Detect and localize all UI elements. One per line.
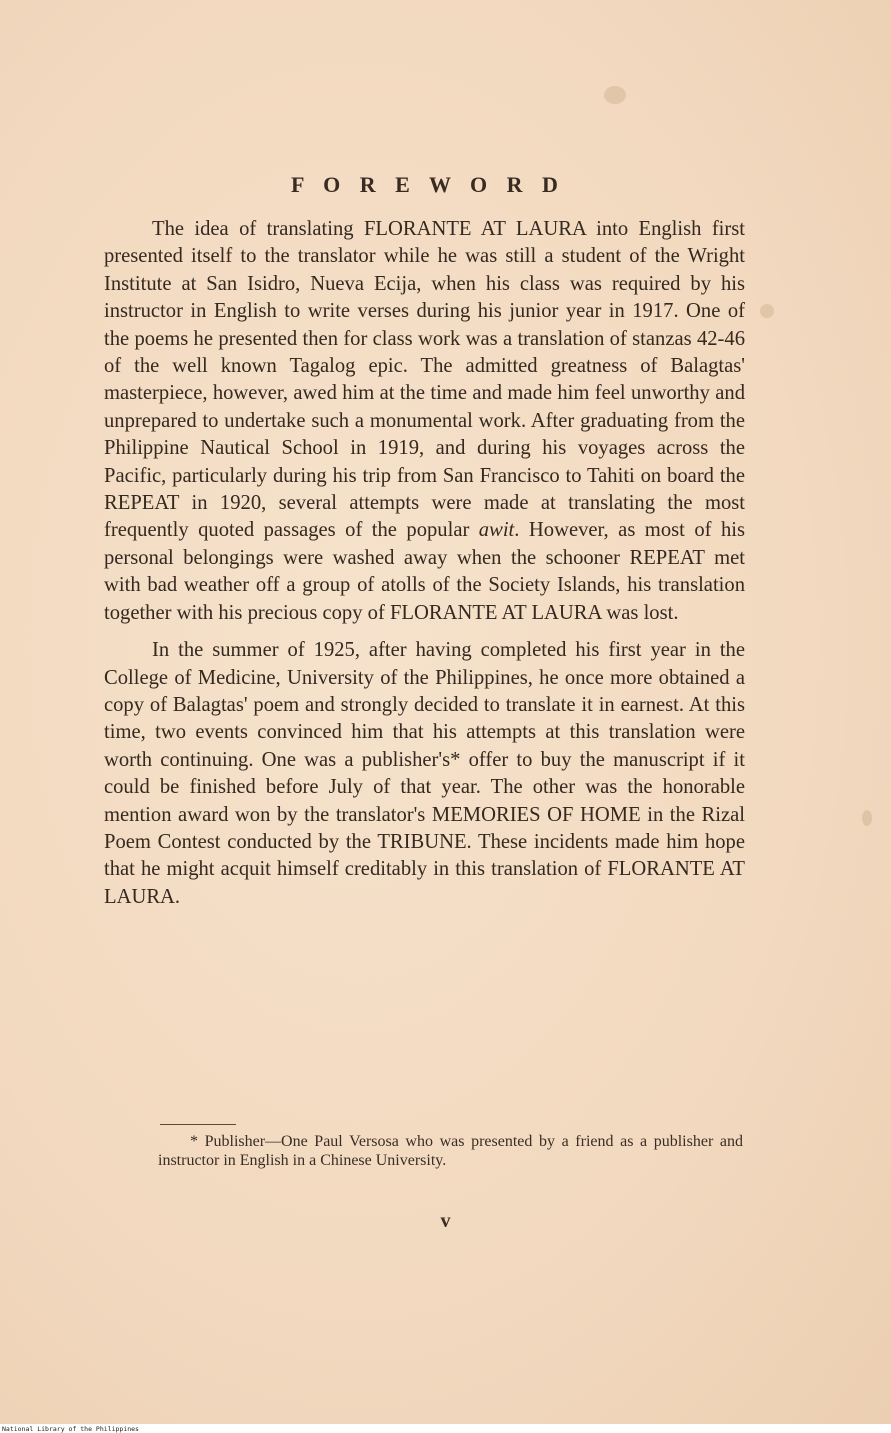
paragraph-1 (104, 216, 745, 627)
italic-term: awit (478, 519, 515, 542)
page-number: v (440, 1210, 451, 1232)
text-run: In the summer of 1925, after having completed his first year in the College of Medicine, University of the Philippines, he once more obtained a copy of Balagtas' poem and strongly decided to translate it in earnest. At this time, two events convinced him that his attempts at this translation were worth continuing. One was a publisher's* offer to buy the manuscript if it could be finished before July of that year. The other was the honorable mention award won by the translator's MEMORIES OF HOME in the Rizal Poem Contest conducted by the TRIBUNE. These incidents made him hope that he might acquit himself creditably in this translation of FLORANTE AT LAURA. (104, 639, 745, 908)
paper-stain (604, 86, 626, 104)
library-credit-strip (0, 1424, 891, 1433)
library-credit: National Library of the Philippines (2, 1425, 139, 1433)
footnote: * Publisher—One Paul Versosa who was presented by a friend as a publisher and instructor in English in a Chinese University. (158, 1133, 743, 1169)
foreword-heading: F O R E W O R D (291, 172, 565, 197)
foreword-body (104, 216, 745, 911)
footnote-rule (160, 1124, 236, 1125)
text-run: The idea of translating FLORANTE AT LAURA into English first presented itself to the translator while he was still a student of the Wright Institute at San Isidro, Nueva Ecija, when his class was required by his instructor in English to write verses during his junior year in 1917. One of the poems he presented then for class work was a translation of stanzas 42-46 of the well known Tagalog epic. The admitted greatness of Balagtas' masterpiece, however, awed him at the time and made him feel unworthy and unprepared to undertake such a monumental work. After graduating from the Philippine Nautical School in 1919, and during his voyages across the Pacific, particularly during his trip from San Francisco to Tahiti on board the REPEAT in 1920, several attempts were made at translating the most frequently quoted passages of the popular (104, 218, 745, 542)
paper-stain (862, 810, 872, 826)
paragraph-2 (104, 637, 745, 911)
text-run: . However, as most of his personal belongings were washed away when the schooner REPEAT met with bad weather off a group of atolls of the Society Islands, his translation together with his precious copy of FLORANTE AT LAURA was lost. (104, 519, 745, 624)
paper-stain (760, 304, 774, 318)
